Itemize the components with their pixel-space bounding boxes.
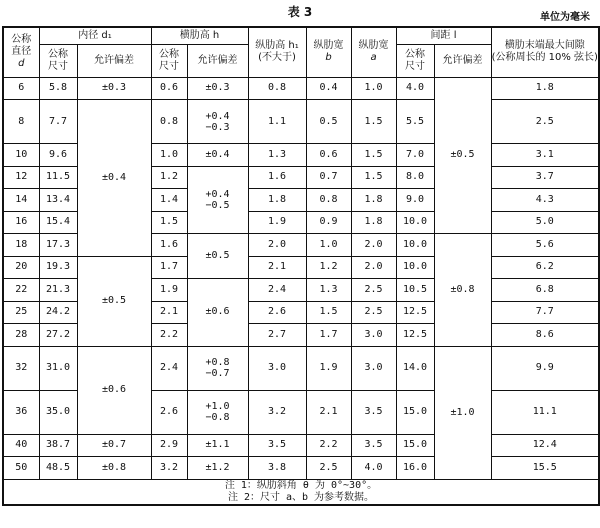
cell-b: 1.3 <box>306 279 351 302</box>
cell-l: 14.0 <box>396 346 434 390</box>
cell-d1: 13.4 <box>39 189 77 212</box>
cell-a: 1.5 <box>351 166 396 189</box>
header-rib-nominal-size: 公称 尺寸 <box>151 44 187 77</box>
cell-h: 0.6 <box>151 77 187 100</box>
cell-gap: 2.5 <box>491 100 599 144</box>
cell-b: 1.2 <box>306 256 351 279</box>
cell-h1: 3.8 <box>248 457 306 480</box>
cell-b: 2.5 <box>306 457 351 480</box>
table-row <box>3 256 599 279</box>
cell-l-tol: ±0.8 <box>434 234 491 347</box>
cell-d: 16 <box>3 211 39 234</box>
cell-l: 10.0 <box>396 234 434 257</box>
cell-h: 1.2 <box>151 166 187 189</box>
header-max-gap: 横肋末端最大间隙 (公称周长的 10% 弦长) <box>491 27 599 77</box>
cell-b: 0.8 <box>306 189 351 212</box>
cell-a: 1.8 <box>351 189 396 212</box>
cell-gap: 3.1 <box>491 144 599 167</box>
cell-h: 1.7 <box>151 256 187 279</box>
cell-h: 1.9 <box>151 279 187 302</box>
cell-a: 3.5 <box>351 390 396 434</box>
cell-d1: 9.6 <box>39 144 77 167</box>
header-rib-height: 横肋高 h <box>151 27 248 44</box>
header-spacing: 间距 l <box>396 27 491 44</box>
cell-gap: 4.3 <box>491 189 599 212</box>
cell-d: 14 <box>3 189 39 212</box>
header-nominal-diameter: 公称 直径 d <box>3 27 39 77</box>
cell-b: 1.5 <box>306 301 351 324</box>
cell-l-tol: ±1.0 <box>434 346 491 479</box>
cell-d1-tol: ±0.3 <box>77 77 151 100</box>
cell-h1: 1.6 <box>248 166 306 189</box>
cell-a: 3.0 <box>351 346 396 390</box>
cell-a: 1.5 <box>351 144 396 167</box>
cell-h1: 2.7 <box>248 324 306 347</box>
cell-a: 3.5 <box>351 434 396 457</box>
cell-l: 8.0 <box>396 166 434 189</box>
cell-gap: 8.6 <box>491 324 599 347</box>
cell-b: 1.0 <box>306 234 351 257</box>
cell-d: 10 <box>3 144 39 167</box>
cell-h: 1.6 <box>151 234 187 257</box>
cell-a: 2.5 <box>351 279 396 302</box>
cell-gap: 11.1 <box>491 390 599 434</box>
cell-b: 0.5 <box>306 100 351 144</box>
cell-d1: 21.3 <box>39 279 77 302</box>
cell-d: 32 <box>3 346 39 390</box>
cell-a: 4.0 <box>351 457 396 480</box>
cell-gap: 1.8 <box>491 77 599 100</box>
cell-l: 10.5 <box>396 279 434 302</box>
cell-h: 2.9 <box>151 434 187 457</box>
cell-d1: 11.5 <box>39 166 77 189</box>
cell-h1: 2.4 <box>248 279 306 302</box>
cell-h-tol: ±0.3 <box>187 77 248 100</box>
cell-h-tol: ±1.2 <box>187 457 248 480</box>
cell-d: 50 <box>3 457 39 480</box>
cell-a: 2.0 <box>351 256 396 279</box>
cell-b: 0.9 <box>306 211 351 234</box>
cell-h: 2.4 <box>151 346 187 390</box>
cell-d: 12 <box>3 166 39 189</box>
cell-d: 22 <box>3 279 39 302</box>
cell-h1: 1.1 <box>248 100 306 144</box>
cell-h1: 1.8 <box>248 189 306 212</box>
cell-d1-tol: ±0.7 <box>77 434 151 457</box>
cell-d: 18 <box>3 234 39 257</box>
cell-d1: 31.0 <box>39 346 77 390</box>
cell-h1: 1.9 <box>248 211 306 234</box>
cell-b: 0.4 <box>306 77 351 100</box>
header-spacing-nominal-size: 公称 尺寸 <box>396 44 434 77</box>
cell-b: 0.7 <box>306 166 351 189</box>
table-row <box>3 77 599 100</box>
table-row <box>3 457 599 480</box>
cell-l: 5.5 <box>396 100 434 144</box>
cell-l: 9.0 <box>396 189 434 212</box>
header-inner-diameter: 内径 d₁ <box>39 27 151 44</box>
cell-h: 1.5 <box>151 211 187 234</box>
cell-h1: 3.2 <box>248 390 306 434</box>
cell-h1: 2.0 <box>248 234 306 257</box>
cell-l-tol: ±0.5 <box>434 77 491 234</box>
cell-a: 2.5 <box>351 301 396 324</box>
cell-l: 4.0 <box>396 77 434 100</box>
cell-h-tol: ±0.4 <box>187 144 248 167</box>
cell-d: 40 <box>3 434 39 457</box>
cell-a: 2.0 <box>351 234 396 257</box>
cell-b: 2.2 <box>306 434 351 457</box>
cell-h: 0.8 <box>151 100 187 144</box>
cell-gap: 7.7 <box>491 301 599 324</box>
cell-h-tol: +0.4 −0.5 <box>187 166 248 234</box>
cell-l: 16.0 <box>396 457 434 480</box>
cell-h1: 3.0 <box>248 346 306 390</box>
cell-d1: 15.4 <box>39 211 77 234</box>
cell-gap: 6.2 <box>491 256 599 279</box>
unit-label: 单位为毫米 <box>540 12 590 23</box>
cell-h: 1.4 <box>151 189 187 212</box>
cell-l: 10.0 <box>396 211 434 234</box>
cell-d1: 24.2 <box>39 301 77 324</box>
cell-d: 8 <box>3 100 39 144</box>
cell-l: 7.0 <box>396 144 434 167</box>
header-spacing-tolerance: 允许偏差 <box>434 44 491 77</box>
cell-h1: 2.1 <box>248 256 306 279</box>
cell-gap: 15.5 <box>491 457 599 480</box>
cell-h-tol: +0.4 −0.3 <box>187 100 248 144</box>
cell-h-tol: +0.8 −0.7 <box>187 346 248 390</box>
cell-d1: 5.8 <box>39 77 77 100</box>
cell-d: 28 <box>3 324 39 347</box>
cell-gap: 3.7 <box>491 166 599 189</box>
cell-d1: 35.0 <box>39 390 77 434</box>
cell-d1: 48.5 <box>39 457 77 480</box>
table-row <box>3 346 599 390</box>
cell-a: 1.5 <box>351 100 396 144</box>
header-long-rib-height: 纵肋高 h₁ (不大于) <box>248 27 306 77</box>
cell-d1: 27.2 <box>39 324 77 347</box>
header-inner-tolerance: 允许偏差 <box>77 44 151 77</box>
cell-b: 2.1 <box>306 390 351 434</box>
header-long-rib-width-a: 纵肋宽 a <box>351 27 396 77</box>
table-notes <box>3 479 599 505</box>
cell-b: 0.6 <box>306 144 351 167</box>
cell-a: 1.0 <box>351 77 396 100</box>
cell-h: 3.2 <box>151 457 187 480</box>
header-long-rib-width-b: 纵肋宽 b <box>306 27 351 77</box>
cell-h: 2.1 <box>151 301 187 324</box>
cell-h1: 3.5 <box>248 434 306 457</box>
note-2: 注 2：尺寸 a、b 为参考数据。 <box>227 491 375 503</box>
cell-b: 1.7 <box>306 324 351 347</box>
cell-d1: 7.7 <box>39 100 77 144</box>
cell-d: 20 <box>3 256 39 279</box>
cell-a: 3.0 <box>351 324 396 347</box>
cell-d: 36 <box>3 390 39 434</box>
cell-d1-tol: ±0.6 <box>77 346 151 434</box>
cell-h-tol: +1.0 −0.8 <box>187 390 248 434</box>
cell-d: 25 <box>3 301 39 324</box>
cell-l: 10.0 <box>396 256 434 279</box>
table-row <box>3 434 599 457</box>
note-1: 注 1：纵肋斜角 θ 为 0°~30°。 <box>224 479 378 491</box>
table-title: 表 3 <box>287 5 313 19</box>
cell-d: 6 <box>3 77 39 100</box>
cell-h: 2.2 <box>151 324 187 347</box>
cell-h: 1.0 <box>151 144 187 167</box>
cell-l: 12.5 <box>396 324 434 347</box>
cell-h1: 2.6 <box>248 301 306 324</box>
cell-gap: 5.0 <box>491 211 599 234</box>
cell-d1-tol: ±0.8 <box>77 457 151 480</box>
cell-l: 15.0 <box>396 390 434 434</box>
cell-d1-tol: ±0.4 <box>77 100 151 257</box>
cell-gap: 5.6 <box>491 234 599 257</box>
cell-l: 15.0 <box>396 434 434 457</box>
cell-h-tol: ±0.6 <box>187 279 248 347</box>
cell-d1: 17.3 <box>39 234 77 257</box>
cell-h: 2.6 <box>151 390 187 434</box>
cell-gap: 12.4 <box>491 434 599 457</box>
header-rib-tolerance: 允许偏差 <box>187 44 248 77</box>
cell-h-tol: ±0.5 <box>187 234 248 279</box>
cell-d1: 19.3 <box>39 256 77 279</box>
cell-d1-tol: ±0.5 <box>77 256 151 346</box>
cell-gap: 6.8 <box>491 279 599 302</box>
cell-h-tol: ±1.1 <box>187 434 248 457</box>
cell-a: 1.8 <box>351 211 396 234</box>
header-inner-nominal-size: 公称 尺寸 <box>39 44 77 77</box>
cell-h1: 1.3 <box>248 144 306 167</box>
cell-gap: 9.9 <box>491 346 599 390</box>
cell-d1: 38.7 <box>39 434 77 457</box>
table-row <box>3 100 599 144</box>
cell-b: 1.9 <box>306 346 351 390</box>
notes-row <box>3 479 599 505</box>
spec-table <box>2 26 600 506</box>
cell-h1: 0.8 <box>248 77 306 100</box>
cell-l: 12.5 <box>396 301 434 324</box>
